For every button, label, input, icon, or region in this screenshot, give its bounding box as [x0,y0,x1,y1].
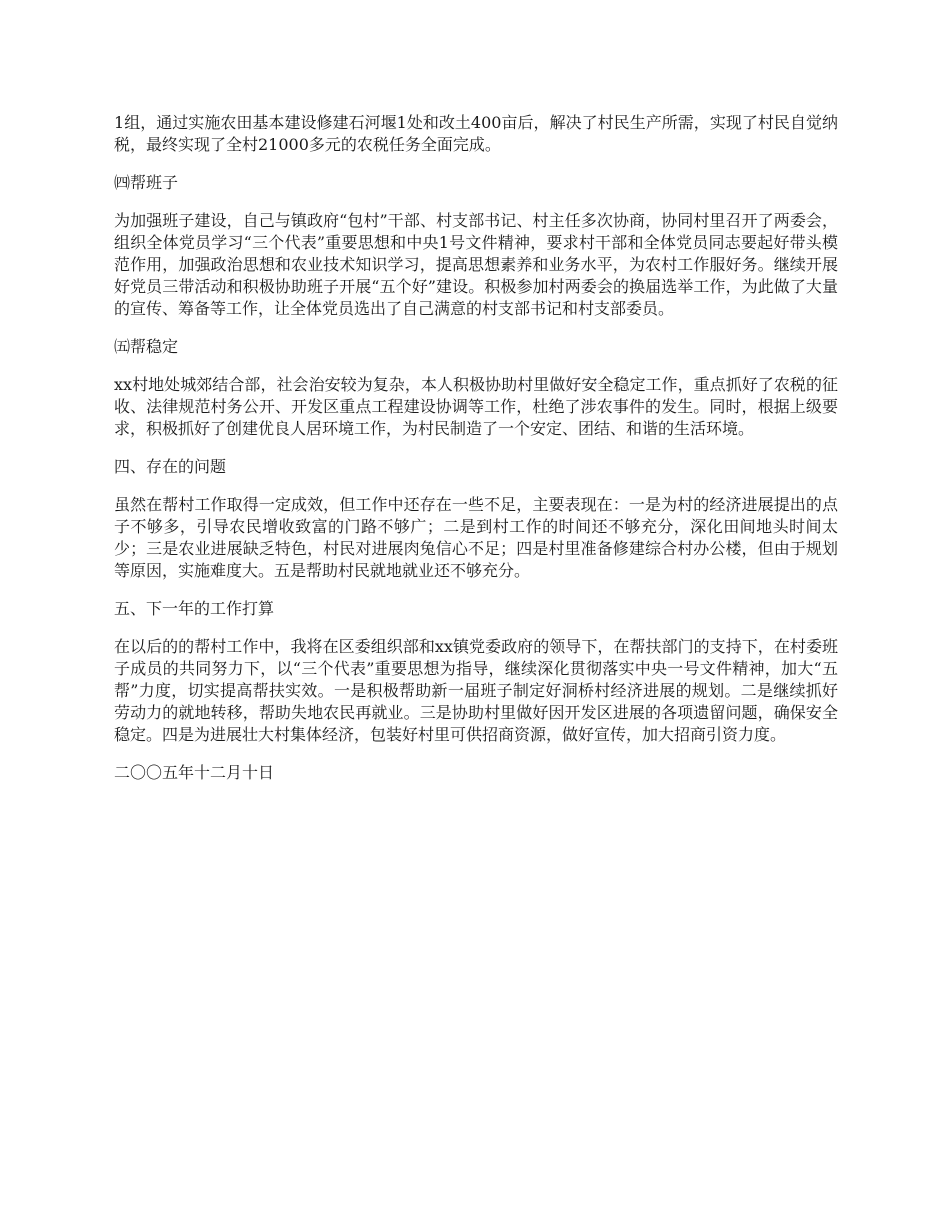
paragraph-problems: 虽然在帮村工作取得一定成效，但工作中还存在一些不足，主要表现在：一是为村的经济进展提出的点子不够多，引导农民增收致富的门路不够广；二是到村工作的时间还不够充分，深化田间地头时间太少；三是农业进展缺乏特色，村民对进展肉兔信心不足；四是村里准备修建综合村办公楼，但由于规划等原因，实施难度大。五是帮助村民就地就业还不够充分。 [114,495,838,580]
document-date: 二〇〇五年十二月十日 [114,763,275,782]
heading-existing-problems: 四、存在的问题 [114,457,227,476]
paragraph-stability: xx村地处城郊结合部，社会治安较为复杂，本人积极协助村里做好安全稳定工作，重点抓好了农税的征收、法律规范村务公开、开发区重点工程建设协调等工作，杜绝了涉农事件的发生。同时，根据上级要求，积极抓好了创建优良人居环境工作，为村民制造了一个安定、团结、和谐的生活环境。 [114,375,838,438]
subheading-help-stability: ㈤帮稳定 [114,337,179,356]
heading-next-year-plan: 五、下一年的工作打算 [114,599,275,618]
paragraph-village-group-tax: 1组，通过实施农田基本建设修建石河堰1处和改土400亩后，解决了村民生产所需，实现了村民自觉纳税，最终实现了全村21000多元的农税任务全面完成。 [114,113,838,154]
paragraph-team-building: 为加强班子建设，自己与镇政府“包村”干部、村支部书记、村主任多次协商，协同村里召开了两委会，组织全体党员学习“三个代表”重要思想和中央1号文件精神，要求村干部和全体党员同志要起好带头模范作用，加强政治思想和农业技术知识学习，提高思想素养和业务水平，为农村工作服好务。继续开展好党员三带活动和积极协助班子开展“五个好”建设。积极参加村两委会的换届选举工作，为此做了大量的宣传、筹备等工作，让全体党员选出了自己满意的村支部书记和村支部委员。 [114,211,838,318]
paragraph-plan: 在以后的的帮村工作中，我将在区委组织部和xx镇党委政府的领导下，在帮扶部门的支持下，在村委班子成员的共同努力下，以“三个代表”重要思想为指导，继续深化贯彻落实中央一号文件精神，加大“五帮”力度，切实提高帮扶实效。一是积极帮助新一届班子制定好洞桥村经济进展的规划。二是继续抓好劳动力的就地转移，帮助失地农民再就业。三是协助村里做好因开发区进展的各项遗留问题，确保安全稳定。四是为进展壮大村集体经济，包装好村里可供招商资源，做好宣传，加大招商引资力度。 [114,637,838,744]
document-body [114,112,838,800]
subheading-help-team: ㈣帮班子 [114,173,179,192]
